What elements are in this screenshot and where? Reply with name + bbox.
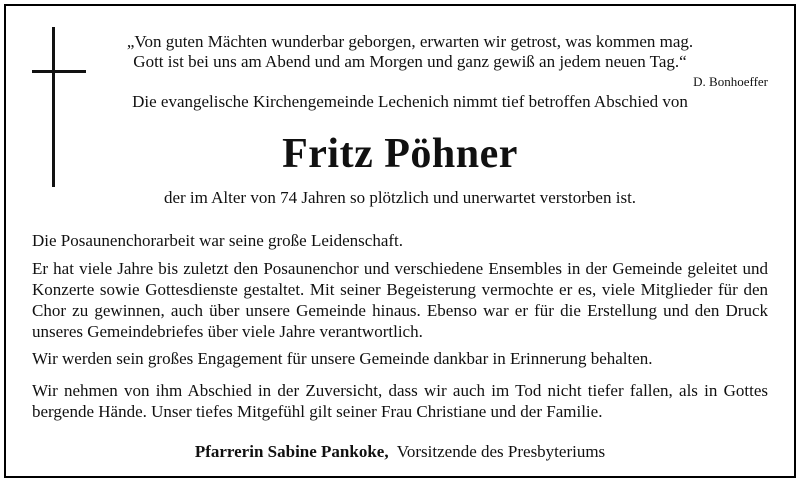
deceased-name: Fritz Pöhner [282,131,518,177]
signature-line [0,442,800,462]
signature-role: Vorsitzende des Presbyteriums [396,442,606,461]
paragraph-condolence: Wir nehmen von ihm Abschied in der Zuversicht, dass wir auch im Tod nicht tiefer fallen, als in Gottes bergende Hände. Unser tiefes Mitgefühl gilt seiner Frau Christiane und der Familie. [32,381,768,421]
signature-name: Pfarrerin Sabine Pankoke, [194,442,389,461]
quote-author: D. Bonhoeffer [693,74,768,89]
quote-line-1: „Von guten Mächten wunderbar geborgen, erwarten wir getrost, was kommen mag. [126,32,694,51]
paragraph-passion: Die Posaunenchorarbeit war seine große Leidenschaft. [32,231,404,250]
quote-line-2: Gott ist bei uns am Abend und am Morgen und ganz gewiß an jedem neuen Tag.“ [133,52,687,71]
paragraph-gratitude: Wir werden sein großes Engagement für unsere Gemeinde dankbar in Erinnerung behalten. [32,349,653,368]
age-line: der im Alter von 74 Jahren so plötzlich und unerwartet verstorben ist. [163,188,637,207]
intro-text: Die evangelische Kirchengemeinde Lechenich nimmt tief betroffen Abschied von [132,92,688,111]
paragraph-activities: Er hat viele Jahre bis zuletzt den Posaunenchor und verschiedene Ensembles in der Gemeinde geleitet und Konzerte sowie Gottesdienste gestaltet. Mit seiner Begeisterung vermochte er es, viele Mitglieder für den Chor zu gewinnen, auch über unsere Gemeinde hinaus. Ebenso war er für die Erstellung und den Druck unseres Gemeindebriefes über viele Jahre verantwortlich. [32,259,768,341]
